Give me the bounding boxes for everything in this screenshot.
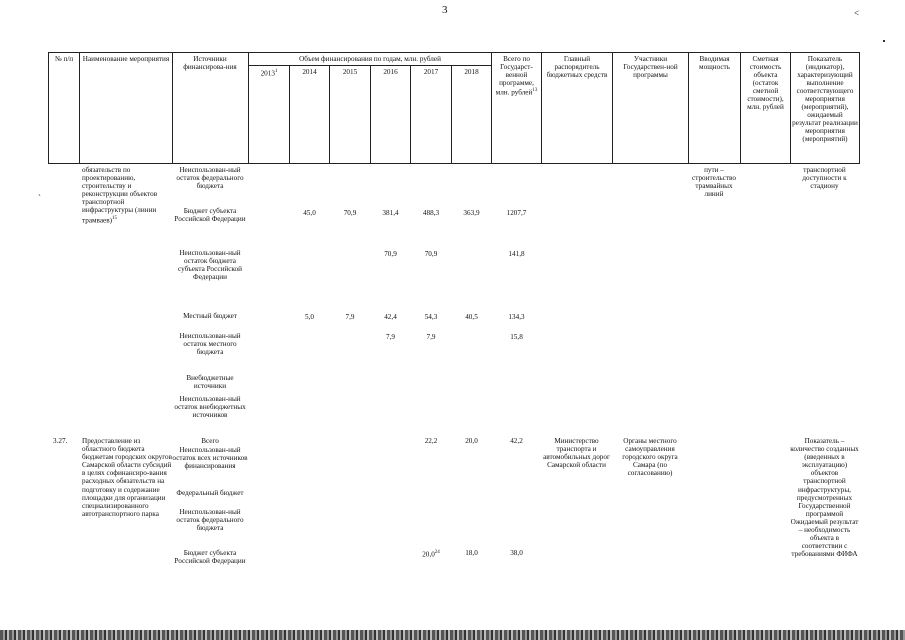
- header-top-line: [48, 52, 860, 53]
- row1-capacity: пути – строительство трамвайных линий: [692, 166, 736, 199]
- row1-subject-remainder-total: 141,8: [508, 250, 525, 258]
- row1-source-extrabudget-remainder: Неиспользован-ный остаток внебюджетных источников: [174, 395, 246, 420]
- row1-subject-2017: 488,3: [422, 209, 440, 217]
- row2-indicator: Показатель – количество созданных (введенных в эксплуатацию) объектов транспортной инфраструктуры, предусмотренных Государственной программой Ожидаемый результат – необходимость объекта в соответствии с требованиями ФИФА: [790, 437, 859, 559]
- header-no: № п/п: [54, 55, 74, 63]
- row1-subject-remainder-2017: 70,9: [424, 250, 438, 258]
- row1-source-federal-remainder: Неиспользован-ный остаток федерального бюджета: [176, 166, 244, 191]
- row2-total-2017: 22,2: [424, 437, 438, 445]
- col-line: [612, 52, 613, 164]
- page-number: 3: [442, 4, 448, 16]
- row1-source-local-budget: Местный бюджет: [183, 312, 237, 320]
- col-line: [79, 52, 80, 164]
- row1-local-remainder-total: 15,8: [510, 333, 523, 341]
- row2-manager: Министерство транспорта и автомобильных дорог Самарской области: [543, 437, 610, 470]
- row1-source-subject-remainder: Неиспользован-ный остаток бюджета субъекта Российской Федерации: [177, 249, 242, 282]
- row2-name: Предоставление из областного бюджета бюджетам городских округов Самарской области субсидий в целях софинансиро-вания расходных обязательств на подготовку и содержание площадки для организации специализированного автотранспортного парка: [82, 437, 172, 518]
- col-line: [688, 52, 689, 164]
- row2-source-total: Всего: [201, 437, 219, 445]
- row1-local-2016: 42,4: [384, 313, 397, 321]
- row1-subject-2015: 70,9: [343, 209, 357, 217]
- col-line: [541, 52, 542, 164]
- col-line: [329, 65, 330, 164]
- header-bottom-line: [48, 163, 860, 164]
- row2-total-2018: 20,0: [465, 437, 478, 445]
- header-indicator: Показатель (индикатор), характеризующий выполнение соответствующего мероприятия (мероприятий), ожидаемый результат реализации мероприятия (мероприятий): [792, 55, 858, 143]
- stray-mark: `: [38, 193, 41, 203]
- header-year-2016: 2016: [383, 68, 398, 76]
- col-line: [370, 65, 371, 164]
- row1-local-2017: 54,3: [424, 313, 438, 321]
- row1-source-local-remainder: Неиспользован-ный остаток местного бюджета: [179, 332, 241, 357]
- row1-source-extrabudget: Внебюджетные источники: [186, 374, 234, 391]
- row2-source-federal: Федеральный бюджет: [176, 489, 244, 497]
- col-line: [48, 52, 49, 164]
- row2-subject-2018: 18,0: [465, 549, 478, 557]
- header-volume: Объем финансирования по годам, млн. рублей: [299, 55, 441, 63]
- col-line: [859, 52, 860, 164]
- row1-local-total: 134,3: [508, 313, 525, 321]
- row1-local-2015: 7,9: [345, 313, 355, 321]
- header-year-2015: 2015: [342, 68, 358, 76]
- header-name: Наименование мероприятия: [82, 55, 170, 63]
- row1-subject-2018: 363,9: [463, 209, 480, 217]
- header-cost: Сметная стоимость объекта (остаток сметной стоимости), млн. рублей: [747, 55, 784, 111]
- col-line: [172, 52, 173, 164]
- col-line: [410, 65, 411, 164]
- row1-subject-2016: 381,4: [382, 209, 399, 217]
- row2-subject-total: 38,0: [510, 549, 523, 557]
- header-total: Всего по Государст-венной программе, млн. рублей$^{13}$: [495, 55, 538, 97]
- row2-total-sum: 42,2: [510, 437, 523, 445]
- header-year-2017: 2017: [423, 68, 439, 76]
- row1-source-subject-budget: Бюджет субъекта Российской Федерации: [174, 207, 246, 224]
- corner-mark: <: [854, 8, 860, 18]
- header-year-2014: 2014: [302, 68, 317, 76]
- row1-local-remainder-2017: 7,9: [426, 333, 436, 341]
- col-line: [451, 65, 452, 164]
- row2-source-federal-remainder: Неиспользован-ный остаток федерального бюджета: [176, 508, 244, 533]
- header-year-2018: 2018: [464, 68, 479, 76]
- header-manager: Главный распорядитель бюджетных средств: [546, 55, 608, 79]
- row1-subject-2014: 45,0: [303, 209, 316, 217]
- row2-number: 3.27.: [53, 437, 68, 445]
- row1-subject-remainder-2016: 70,9: [384, 250, 397, 258]
- col-line: [491, 52, 492, 164]
- row1-local-remainder-2016: 7,9: [386, 333, 395, 341]
- row1-name: обязательств по проектированию, строительству и реконструкции объектов транспортной инфраструктуры (линии трамваев)$^{15}$: [82, 166, 158, 224]
- row2-subject-2017: 20,0$^{24}$: [422, 550, 440, 559]
- scan-edge: [0, 630, 905, 640]
- row1-local-2014: 5,0: [305, 313, 314, 321]
- row1-indicator: транспортной доступности к стадиону: [802, 166, 847, 191]
- row2-source-subject: Бюджет субъекта Российской Федерации: [174, 549, 246, 566]
- header-participants: Участники Государствен-ной программы: [623, 55, 678, 79]
- row2-source-all-remainder: Неиспользован-ный остаток всех источников финансирования: [172, 446, 248, 471]
- row1-subject-total: 1207,7: [506, 209, 527, 217]
- row1-local-2018: 40,5: [465, 313, 478, 321]
- header-sources: Источники финансирова-ния: [183, 55, 237, 71]
- speck: [883, 40, 885, 42]
- col-line: [289, 65, 290, 164]
- col-line: [790, 52, 791, 164]
- header-year-2013: 2013$^1$: [260, 69, 278, 78]
- row2-participants: Органы местного самоуправления городского округа Самара (по согласованию): [622, 437, 678, 478]
- header-capacity: Вводимая мощность: [699, 55, 730, 71]
